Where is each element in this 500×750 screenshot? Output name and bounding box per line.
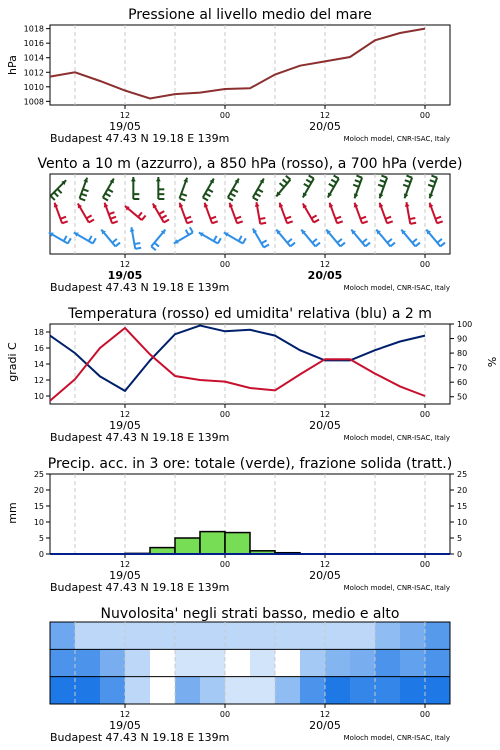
- location-label: Budapest 47.43 N 19.18 E 139m: [50, 431, 230, 444]
- x-tick-label: 00: [219, 560, 231, 569]
- wind-barb-feather: [212, 221, 218, 223]
- cloud-cell: [150, 677, 176, 705]
- y-tick-label: 1008: [23, 97, 44, 107]
- cloud-cell: [100, 649, 126, 677]
- y-tick-label: 25: [457, 470, 468, 479]
- wind-barb-feather: [239, 236, 242, 241]
- y-tick-label: 5: [38, 534, 44, 543]
- wind-barb-feather: [230, 193, 235, 196]
- temperature-title: Temperatura (rosso) ed umidita' relativa (blu) a 2 m: [68, 306, 432, 322]
- wind-barb-feather: [135, 248, 141, 249]
- wind-barb: [78, 203, 94, 222]
- x-tick-label: 12: [119, 560, 131, 569]
- wind-barb-feather: [233, 189, 238, 192]
- pressure-panel: [6, 7, 450, 145]
- wind-barb-feather: [185, 217, 191, 219]
- wind-barb-feather: [89, 220, 94, 223]
- location-label: Budapest 47.43 N 19.18 E 139m: [50, 731, 230, 744]
- x-tick-label: 00: [219, 111, 231, 120]
- x-tick-label: 12: [319, 410, 331, 419]
- date-label: 20/05: [309, 719, 341, 732]
- wind-barb-feather: [228, 198, 233, 201]
- wind-barb: [351, 230, 370, 247]
- wind-barb: [130, 227, 141, 249]
- cloud-cell: [225, 622, 251, 650]
- cloud-cell: [300, 649, 326, 677]
- y-tick-label: 14: [33, 360, 44, 369]
- x-tick-label: 00: [419, 410, 431, 419]
- y-tick-label: 20: [457, 486, 468, 495]
- cloud-cell: [300, 677, 326, 705]
- wind-barb-feather: [312, 239, 317, 243]
- cloud-cell: [150, 622, 176, 650]
- cloud-cell: [200, 649, 226, 677]
- wind-barb: [301, 230, 320, 247]
- cloud-cell: [150, 649, 176, 677]
- wind-barb: [204, 203, 218, 224]
- cloud-cell: [200, 622, 226, 650]
- y-tick-label: 80: [457, 349, 468, 359]
- wind-barb-feather: [362, 221, 368, 223]
- y-tick-label: 15: [33, 502, 44, 511]
- wind-barb: [276, 176, 290, 197]
- wind-barb-feather: [68, 238, 71, 243]
- wind-barb: [376, 230, 395, 247]
- wind-barb-feather: [235, 217, 241, 219]
- date-label: 19/05: [109, 719, 141, 732]
- wind-barb-feather: [60, 217, 66, 219]
- wind-barb-feather: [428, 185, 434, 187]
- wind-barb: [329, 203, 343, 224]
- cloud-cell: [425, 677, 451, 705]
- wind-barb: [401, 230, 420, 247]
- x-tick-label: 00: [419, 710, 431, 719]
- x-tick-label: 12: [319, 560, 331, 569]
- cloud-cell: [125, 677, 151, 705]
- wind-barb-feather: [405, 180, 411, 182]
- wind-panel: [37, 156, 462, 294]
- wind-barb-feather: [260, 223, 266, 224]
- model-credit: Moloch model, CNR-ISAC, Italy: [343, 584, 450, 592]
- wind-barb: [151, 230, 165, 251]
- cloud-cell: [325, 677, 351, 705]
- cloud-cell: [100, 622, 126, 650]
- wind-barb: [429, 203, 443, 224]
- x-tick-label: 00: [419, 560, 431, 569]
- wind-barb: [103, 178, 114, 200]
- y-tick-label: 1010: [23, 82, 44, 92]
- wind-barb-feather: [253, 198, 258, 201]
- wind-barb-feather: [353, 185, 359, 187]
- wind-barb-feather: [86, 215, 91, 218]
- x-tick-label: 00: [219, 710, 231, 719]
- location-label: Budapest 47.43 N 19.18 E 139m: [50, 132, 230, 145]
- x-tick-label: 00: [219, 410, 231, 419]
- wind-barb-feather: [138, 212, 142, 217]
- y-tick-label: 18: [33, 328, 44, 337]
- wind-barb: [203, 178, 214, 200]
- wind-barb: [428, 176, 437, 199]
- cloud-cover-panel: [50, 606, 451, 744]
- wind-barb-feather: [112, 221, 118, 223]
- precip-title: Precip. acc. in 3 ore: totale (verde), frazione solida (tratt.): [47, 456, 453, 472]
- date-label: 19/05: [109, 419, 141, 432]
- wind-barb-feather: [205, 193, 210, 196]
- wind-barb-head: [131, 177, 136, 181]
- wind-barb: [378, 176, 387, 199]
- wind-barb-feather: [410, 223, 416, 224]
- wind-barb-feather: [290, 243, 295, 247]
- wind-barb: [328, 175, 339, 197]
- wind-barb-feather: [283, 179, 288, 183]
- wind-barb-feather: [385, 217, 391, 219]
- cloud-cell: [225, 677, 251, 705]
- wind-barb-feather: [190, 227, 193, 232]
- temperature-ylabel: gradi C: [6, 342, 19, 382]
- wind-barb-feather: [181, 194, 187, 196]
- wind-barb-feather: [415, 243, 420, 247]
- date-label: 19/05: [109, 120, 141, 133]
- x-tick-label: 00: [419, 260, 431, 269]
- x-tick-label: 12: [319, 260, 331, 269]
- y-tick-label: 90: [457, 334, 468, 344]
- cloud-cell: [325, 622, 351, 650]
- cloud-cell: [400, 677, 426, 705]
- wind-barb-feather: [51, 196, 55, 200]
- wind-barb: [353, 176, 362, 199]
- cloud-cell: [125, 649, 151, 677]
- wind-barb-feather: [203, 198, 208, 201]
- wind-barb: [354, 203, 368, 224]
- wind-barb: [255, 202, 266, 224]
- wind-barb-feather: [164, 220, 169, 223]
- wind-barb: [403, 176, 412, 199]
- wind-barb: [153, 203, 169, 222]
- model-credit: Moloch model, CNR-ISAC, Italy: [343, 734, 450, 742]
- x-tick-label: 12: [319, 111, 331, 120]
- wind-barb-feather: [329, 184, 334, 187]
- y-tick-label: 10: [33, 518, 44, 527]
- wind-barb-feather: [161, 215, 166, 218]
- wind-barb: [253, 228, 269, 247]
- y-tick-label: 10: [33, 392, 44, 401]
- wind-barb: [180, 178, 188, 201]
- wind-barb-feather: [258, 189, 263, 192]
- cloud-cell: [275, 677, 301, 705]
- wind-barb-feather: [259, 218, 265, 219]
- wind-barb-feather: [112, 239, 117, 243]
- cloud-cell: [400, 622, 426, 650]
- model-credit: Moloch model, CNR-ISAC, Italy: [343, 135, 450, 143]
- wind-barb-feather: [306, 180, 311, 183]
- wind-barb-feather: [362, 239, 367, 243]
- wind-barb-feather: [440, 243, 445, 247]
- y-tick-label: 15: [457, 502, 468, 511]
- wind-barb-feather: [285, 217, 291, 219]
- wind-barb-feather: [134, 243, 140, 244]
- y-tick-label: 5: [457, 534, 463, 543]
- x-tick-label: 12: [119, 111, 131, 120]
- wind-barb: [125, 206, 146, 220]
- wind-barb-feather: [340, 243, 345, 247]
- wind-barb-feather: [315, 243, 320, 247]
- wind-barb-feather: [355, 180, 361, 182]
- wind-title: Vento a 10 m (azzurro), a 850 hPa (rosso), a 700 hPa (verde): [37, 156, 463, 172]
- wind-barb-feather: [430, 180, 436, 182]
- wind-barb-feather: [409, 218, 415, 219]
- wind-barb-feather: [89, 236, 92, 241]
- wind-barb: [179, 203, 193, 224]
- cloud-cell: [425, 649, 451, 677]
- wind-barb-feather: [105, 193, 110, 196]
- cloud-cell: [425, 622, 451, 650]
- wind-barb-feather: [255, 193, 260, 196]
- y-tick-label: 16: [33, 344, 44, 353]
- cloud-cell: [125, 622, 151, 650]
- pressure-line: [50, 29, 425, 99]
- y-tick-label: 12: [33, 376, 44, 385]
- cloud-cell: [225, 649, 251, 677]
- y-tick-label: 25: [33, 470, 44, 479]
- wind-barb-feather: [431, 176, 437, 178]
- model-credit: Moloch model, CNR-ISAC, Italy: [343, 434, 450, 442]
- wind-barb: [156, 177, 164, 199]
- date-label: 20/05: [309, 419, 341, 432]
- cloud-cell: [175, 677, 201, 705]
- cloud-cell: [350, 677, 376, 705]
- wind-barb-feather: [108, 189, 113, 192]
- wind-barb: [80, 178, 89, 201]
- y-tick-label: 20: [33, 486, 44, 495]
- wind-barb-feather: [93, 238, 96, 243]
- wind-barb-feather: [208, 189, 213, 192]
- wind-barb-feather: [109, 212, 115, 214]
- wind-barb-feather: [356, 176, 362, 178]
- wind-barb-feather: [437, 239, 442, 243]
- cloud-cell: [175, 622, 201, 650]
- wind-barb-feather: [437, 221, 443, 223]
- wind-barb-feather: [151, 246, 156, 250]
- wind-barb: [253, 178, 264, 200]
- wind-barb-feather: [331, 180, 336, 183]
- y-tick-label: 70: [457, 363, 468, 373]
- cloud-cell: [250, 677, 276, 705]
- cloud-cell: [275, 649, 301, 677]
- pressure-ylabel: hPa: [6, 55, 19, 75]
- location-label: Budapest 47.43 N 19.18 E 139m: [50, 581, 230, 594]
- pressure-title: Pressione al livello medio del mare: [128, 7, 372, 23]
- wind-barb-feather: [186, 230, 189, 235]
- cloud-cell: [100, 677, 126, 705]
- cloud-cell: [350, 649, 376, 677]
- humidity-ylabel: %: [485, 356, 498, 368]
- cloud-cell: [200, 677, 226, 705]
- wind-barb-feather: [334, 175, 339, 178]
- precipitation-panel: [6, 456, 467, 594]
- wind-barb-feather: [335, 217, 341, 219]
- model-credit: Moloch model, CNR-ISAC, Italy: [343, 284, 450, 292]
- wind-barb-feather: [83, 189, 89, 191]
- wind-barb: [405, 202, 416, 224]
- wind-barb-feather: [103, 198, 108, 201]
- y-tick-label: 1018: [23, 24, 44, 34]
- x-tick-label: 12: [319, 710, 331, 719]
- cloud-cell: [75, 677, 101, 705]
- cloud-cell: [375, 677, 401, 705]
- wind-barb: [276, 230, 295, 247]
- wind-barb-feather: [287, 221, 293, 223]
- wind-barb-feather: [243, 238, 246, 243]
- wind-barb: [279, 203, 293, 224]
- wind-barb: [74, 233, 96, 244]
- wind-barb-feather: [406, 176, 412, 178]
- wind-barb: [228, 178, 239, 200]
- wind-barb: [199, 233, 221, 244]
- wind-barb-feather: [286, 176, 291, 180]
- wind-barb-feather: [54, 192, 58, 196]
- plot-frame: [50, 324, 450, 404]
- y-tick-label: 0: [38, 550, 44, 559]
- wind-barb-feather: [280, 183, 285, 187]
- wind-barb-feather: [378, 185, 384, 187]
- wind-barb: [303, 203, 319, 222]
- wind-barb-feather: [381, 176, 387, 178]
- wind-barb-feather: [412, 239, 417, 243]
- wind-barb-feather: [57, 189, 61, 193]
- cloud-cell: [400, 649, 426, 677]
- wind-barb: [131, 177, 139, 199]
- cloud-cell: [300, 622, 326, 650]
- wind-barb-feather: [180, 198, 186, 200]
- wind-barb: [224, 233, 246, 244]
- wind-barb-feather: [337, 221, 343, 223]
- humidity-line: [50, 326, 425, 391]
- wind-barb: [326, 230, 345, 247]
- wind-barb-feather: [110, 217, 116, 219]
- y-tick-label: 60: [457, 378, 468, 388]
- wind-barb-feather: [210, 217, 216, 219]
- wind-barb: [303, 175, 314, 197]
- wind-barb-feather: [159, 211, 164, 214]
- y-tick-label: 1014: [23, 53, 44, 63]
- y-tick-label: 0: [457, 550, 463, 559]
- date-label: 20/05: [307, 269, 343, 282]
- cloud-cell: [250, 622, 276, 650]
- cloud-cell: [250, 649, 276, 677]
- date-label: 19/05: [107, 269, 143, 282]
- cloud-cell: [350, 622, 376, 650]
- wind-barb: [101, 230, 120, 247]
- cloud-cell: [75, 649, 101, 677]
- precip-ylabel: mm: [6, 502, 19, 524]
- wind-barb-feather: [80, 198, 86, 200]
- wind-barb: [51, 180, 67, 200]
- precip-bar: [175, 538, 200, 554]
- precip-bar: [200, 532, 225, 554]
- cloud-cell: [50, 677, 76, 705]
- cloud-title: Nuvolosita' negli strati basso, medio e alto: [100, 606, 400, 622]
- wind-barb-feather: [311, 215, 316, 218]
- cloud-cell: [275, 622, 301, 650]
- date-label: 20/05: [309, 569, 341, 582]
- wind-barb: [174, 227, 193, 243]
- wind-barb-feather: [337, 239, 342, 243]
- wind-barb-feather: [387, 221, 393, 223]
- wind-barb: [104, 203, 118, 224]
- x-tick-label: 00: [419, 111, 431, 120]
- x-tick-label: 00: [219, 260, 231, 269]
- wind-barb: [379, 203, 393, 224]
- wind-barb-feather: [365, 243, 370, 247]
- plot-frame: [50, 25, 450, 105]
- cloud-cell: [375, 622, 401, 650]
- wind-barb-feather: [435, 217, 441, 219]
- x-tick-label: 12: [119, 710, 131, 719]
- wind-barb-feather: [360, 217, 366, 219]
- cloud-cell: [50, 622, 76, 650]
- wind-barb-feather: [237, 221, 243, 223]
- wind-barb-feather: [187, 221, 193, 223]
- wind-barb-head: [156, 177, 161, 181]
- wind-barb-feather: [287, 239, 292, 243]
- temperature-humidity-panel: [6, 306, 498, 444]
- y-tick-label: 10: [457, 518, 468, 527]
- wind-barb-feather: [309, 175, 314, 178]
- x-tick-label: 12: [119, 260, 131, 269]
- wind-barb-feather: [264, 245, 269, 248]
- wind-barb-feather: [218, 238, 221, 243]
- y-tick-label: 1016: [23, 39, 44, 49]
- wind-barb: [426, 230, 445, 247]
- cloud-cell: [75, 622, 101, 650]
- wind-barb-feather: [403, 185, 409, 187]
- wind-barb-feather: [64, 236, 67, 241]
- date-label: 19/05: [109, 569, 141, 582]
- wind-barb-feather: [261, 240, 266, 243]
- wind-barb-feather: [142, 215, 146, 220]
- wind-barb-feather: [154, 243, 159, 247]
- wind-barb-feather: [380, 180, 386, 182]
- wind-barb-feather: [314, 220, 319, 223]
- wind-barb: [54, 203, 68, 224]
- y-tick-label: 50: [457, 392, 468, 402]
- cloud-cell: [50, 649, 76, 677]
- cloud-cell: [375, 649, 401, 677]
- wind-barb-feather: [387, 239, 392, 243]
- cloud-cell: [175, 649, 201, 677]
- location-label: Budapest 47.43 N 19.18 E 139m: [50, 281, 230, 294]
- wind-barb-feather: [115, 243, 120, 247]
- y-tick-label: 1012: [23, 68, 44, 78]
- wind-barb: [229, 203, 243, 224]
- wind-barb-feather: [214, 236, 217, 241]
- temperature-line: [50, 328, 425, 401]
- wind-barb: [49, 233, 71, 244]
- wind-barb-feather: [81, 194, 87, 196]
- precip-bar: [225, 533, 250, 554]
- x-tick-label: 12: [119, 410, 131, 419]
- date-label: 20/05: [309, 120, 341, 133]
- wind-barb-feather: [390, 243, 395, 247]
- cloud-cell: [325, 649, 351, 677]
- y-tick-label: 100: [457, 320, 473, 329]
- wind-barb-feather: [62, 221, 68, 223]
- wind-barb-feather: [304, 184, 309, 187]
